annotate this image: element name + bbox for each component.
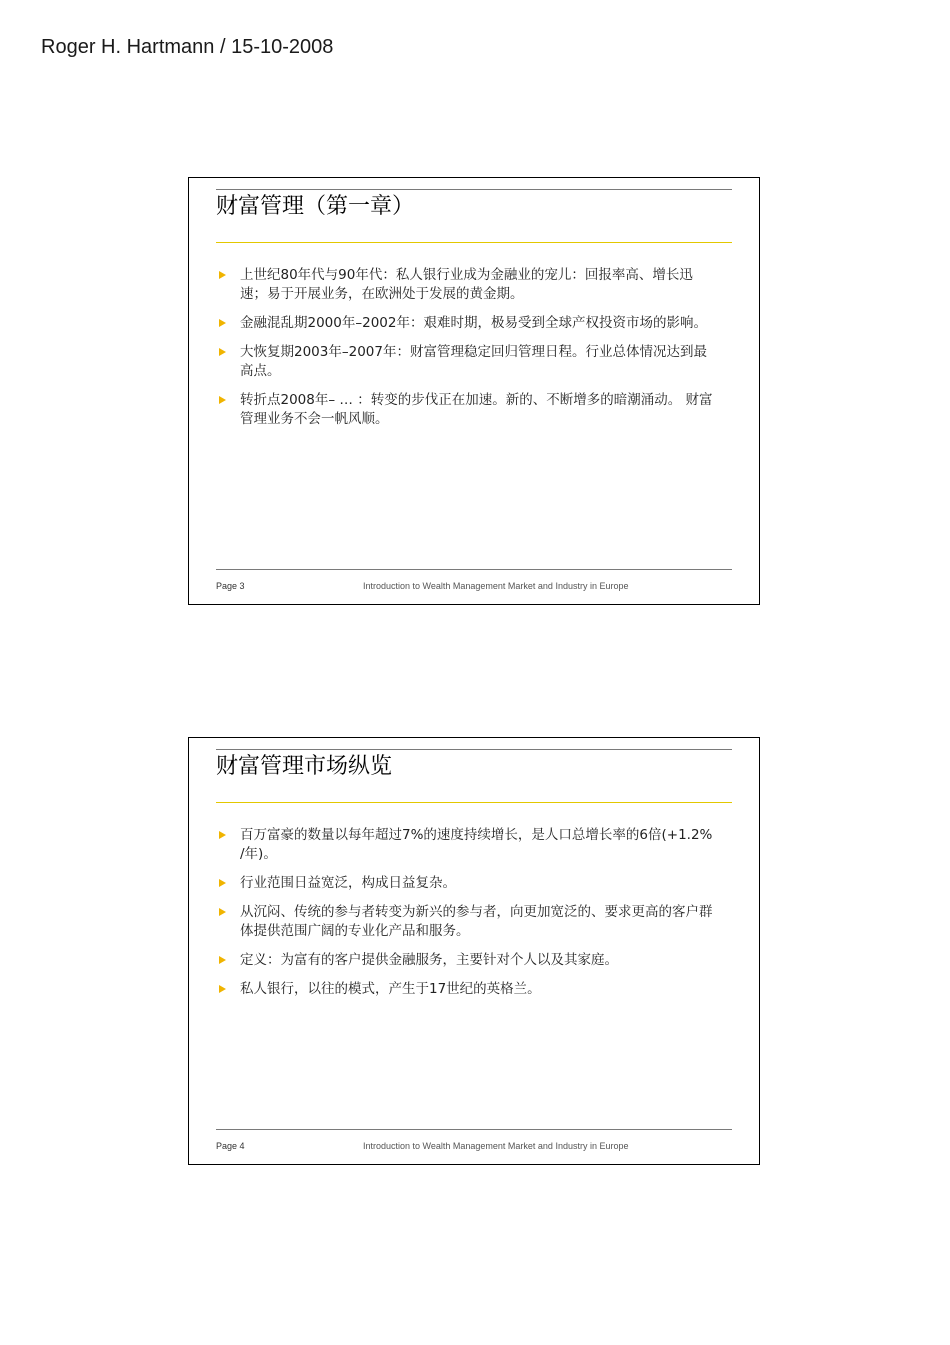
footer-rule xyxy=(216,569,732,570)
triangle-right-icon xyxy=(219,348,226,356)
bullet-text: 从沉闷、传统的参与者转变为新兴的参与者，向更加宽泛的、要求更高的客户群体提供范围广阔的专业化产品和服务。 xyxy=(240,904,713,939)
slide-title: 财富管理市场纵览 xyxy=(216,754,393,779)
footer-title: Introduction to Wealth Management Market and Industry in Europe xyxy=(363,1141,629,1151)
bullet-text: 大恢复期2003年–2007年：财富管理稳定回归管理日程。行业总体情况达到最高点。 xyxy=(240,344,707,379)
slide-page-3 xyxy=(188,177,760,605)
triangle-right-icon xyxy=(219,956,226,964)
list-item xyxy=(218,343,718,381)
slide-page-4 xyxy=(188,737,760,1165)
triangle-right-icon xyxy=(219,985,226,993)
triangle-right-icon xyxy=(219,879,226,887)
list-item xyxy=(218,266,718,304)
title-underline xyxy=(216,242,732,243)
triangle-right-icon xyxy=(219,319,226,327)
list-item xyxy=(218,391,718,429)
triangle-right-icon xyxy=(219,271,226,279)
footer-rule xyxy=(216,1129,732,1130)
bullet-text: 私人银行，以往的模式，产生于17世纪的英格兰。 xyxy=(240,981,541,997)
triangle-right-icon xyxy=(219,831,226,839)
list-item xyxy=(218,980,718,999)
list-item xyxy=(218,874,718,893)
bullet-list xyxy=(218,266,718,439)
list-item xyxy=(218,826,718,864)
bullet-text: 转折点2008年– … ：转变的步伐正在加速。新的、不断增多的暗潮涌动。 财富管理业务不会一帆风顺。 xyxy=(240,392,713,427)
bullet-text: 定义：为富有的客户提供金融服务，主要针对个人以及其家庭。 xyxy=(240,952,618,968)
page-number: Page 3 xyxy=(216,581,245,591)
bullet-text: 百万富豪的数量以每年超过7%的速度持续增长，是人口总增长率的6倍(+1.2% /年)。 xyxy=(240,827,713,862)
list-item xyxy=(218,903,718,941)
page-number: Page 4 xyxy=(216,1141,245,1151)
bullet-text: 行业范围日益宽泛，构成日益复杂。 xyxy=(240,875,456,891)
bullet-text: 上世纪80年代与90年代：私人银行业成为金融业的宠儿：回报率高、增长迅速；易于开展业务，在欧洲处于发展的黄金期。 xyxy=(240,267,693,302)
list-item xyxy=(218,314,718,333)
footer-title: Introduction to Wealth Management Market and Industry in Europe xyxy=(363,581,629,591)
title-underline xyxy=(216,802,732,803)
triangle-right-icon xyxy=(219,908,226,916)
document-header: Roger H. Hartmann / 15-10-2008 xyxy=(41,36,334,58)
slide-title: 财富管理（第一章） xyxy=(216,194,415,219)
bullet-text: 金融混乱期2000年–2002年：艰难时期，极易受到全球产权投资市场的影响。 xyxy=(240,315,707,331)
list-item xyxy=(218,951,718,970)
bullet-list xyxy=(218,826,718,1009)
triangle-right-icon xyxy=(219,396,226,404)
